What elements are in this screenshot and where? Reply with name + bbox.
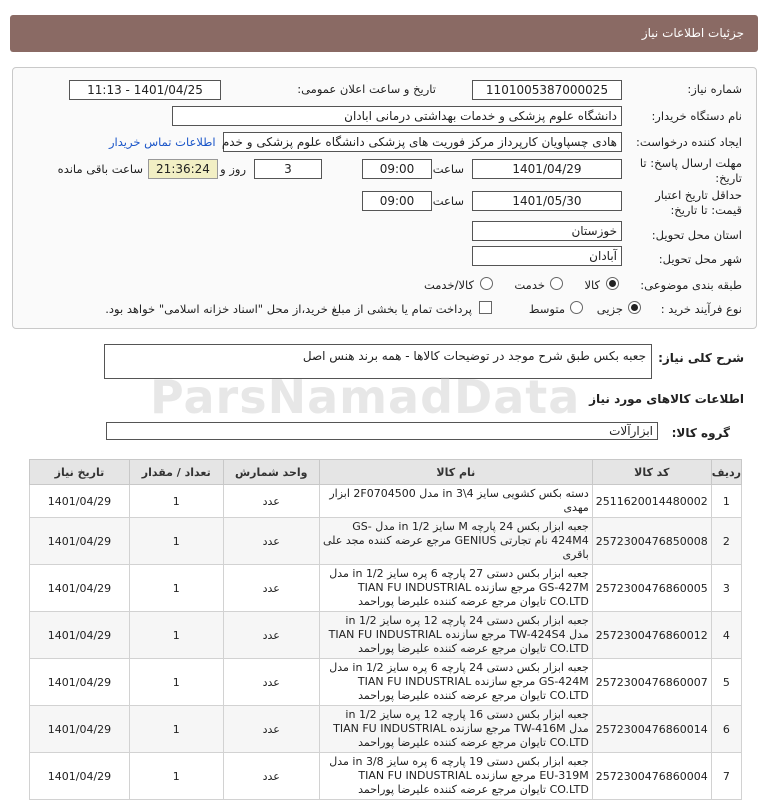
treasury-payment-checkbox[interactable] <box>479 301 492 314</box>
summary-field[interactable]: جعبه بکس طبق شرح موجد در توضیحات کالاها - همه برند هنس اصل <box>104 344 652 379</box>
creator-field[interactable]: هادی چسپاویان کارپرداز مرکز فوریت های پزشکی دانشگاه علوم پزشکی و خدم <box>223 132 622 152</box>
col-item-name: نام کالا <box>319 460 592 485</box>
goods-group-label: گروه کالا: <box>671 426 730 440</box>
category-radio-goods-service[interactable] <box>480 277 493 290</box>
process-option-partial: جزیی <box>596 302 623 316</box>
validity-label: حداقل تاریخ اعتبار <box>655 188 742 202</box>
table-row <box>30 565 742 612</box>
row-date: 1401/04/29 <box>30 612 130 659</box>
creator-label: ایجاد کننده درخواست: <box>636 135 742 149</box>
category-label: طبقه بندی موضوعی: <box>640 278 742 292</box>
row-index: 3 <box>711 565 741 612</box>
row-name: جعبه ابزار بکس دستی 16 پارچه 12 پره سایز 1/2 in مدل TW-416M مرجع سازنده TIAN FU INDUSTRIAL CO.LTD تایوان مرجع عرضه کننده علیرضا پوراحمد <box>319 706 592 753</box>
process-option-medium: متوسط <box>528 302 565 316</box>
days-field[interactable]: 3 <box>254 159 322 179</box>
buyer-contact-link[interactable]: اطلاعات تماس خریدار <box>109 135 216 149</box>
row-qty: 1 <box>129 612 223 659</box>
table-row <box>30 612 742 659</box>
row-unit: عدد <box>223 753 319 800</box>
category-option-goods: کالا <box>584 278 600 292</box>
row-name: جعبه ابزار بکس دستی 24 پارچه 12 پره سایز 1/2 in مدل TW-424S4 مرجع سازنده TIAN FU INDUSTRIAL CO.LTD تایوان مرجع عرضه کننده علیرضا پوراحمد <box>319 612 592 659</box>
col-row-number: ردیف <box>711 460 741 485</box>
process-radio-medium[interactable] <box>570 301 583 314</box>
row-code: 2572300476850008 <box>592 518 711 565</box>
row-date: 1401/04/29 <box>30 706 130 753</box>
goods-table <box>29 459 742 800</box>
row-unit: عدد <box>223 565 319 612</box>
need-number-label: شماره نیاز: <box>687 82 742 96</box>
validity-date-field[interactable]: 1401/05/30 <box>472 191 622 211</box>
treasury-payment-note: پرداخت تمام یا بخشی از مبلغ خرید،از محل "اسناد خزانه اسلامی" خواهد بود. <box>105 302 472 316</box>
announce-datetime-label: تاریخ و ساعت اعلان عمومی: <box>297 82 436 96</box>
row-index: 5 <box>711 659 741 706</box>
row-unit: عدد <box>223 706 319 753</box>
row-name: دسته بکس کشویی سایز 4\3 in مدل 2F0704500 ابزار مهدی <box>319 485 592 518</box>
row-qty: 1 <box>129 753 223 800</box>
row-qty: 1 <box>129 565 223 612</box>
deadline-label-2: تاریخ: <box>715 171 742 185</box>
province-label: استان محل تحویل: <box>651 228 742 242</box>
table-row <box>30 485 742 518</box>
row-code: 2572300476860014 <box>592 706 711 753</box>
row-unit: عدد <box>223 485 319 518</box>
province-field[interactable]: خوزستان <box>472 221 622 241</box>
row-name: جعبه ابزار بکس دستی 19 پارچه 6 پره سایز 3/8 in مدل EU-319M مرجع سازنده TIAN FU INDUSTRIAL CO.LTD تایوان مرجع عرضه کننده علیرضا پوراحمد <box>319 753 592 800</box>
row-index: 2 <box>711 518 741 565</box>
page-title: جزئیات اطلاعات نیاز <box>641 26 744 40</box>
row-unit: عدد <box>223 659 319 706</box>
col-item-code: کد کالا <box>592 460 711 485</box>
announce-datetime-field[interactable]: 1401/04/25 - 11:13 <box>69 80 221 100</box>
deadline-time-field[interactable]: 09:00 <box>362 159 432 179</box>
col-quantity: تعداد / مقدار <box>129 460 223 485</box>
col-unit: واحد شمارش <box>223 460 319 485</box>
row-date: 1401/04/29 <box>30 518 130 565</box>
process-radio-partial[interactable] <box>628 301 641 314</box>
row-index: 1 <box>711 485 741 518</box>
row-qty: 1 <box>129 659 223 706</box>
row-index: 7 <box>711 753 741 800</box>
row-unit: عدد <box>223 518 319 565</box>
col-need-date: تاریخ نیاز <box>30 460 130 485</box>
row-qty: 1 <box>129 706 223 753</box>
page-header <box>10 15 758 52</box>
row-name: جعبه ابزار بکس دستی 27 پارچه 6 پره سایز 1/2 in مدل GS-427M مرجع سازنده TIAN FU INDUSTRIAL CO.LTD تایوان مرجع عرضه کننده علیرضا پوراحمد <box>319 565 592 612</box>
category-radio-service[interactable] <box>550 277 563 290</box>
summary-label: شرح کلی نیاز: <box>658 351 744 365</box>
watermark: ParsNamadData <box>150 370 581 424</box>
row-qty: 1 <box>129 518 223 565</box>
row-index: 4 <box>711 612 741 659</box>
row-date: 1401/04/29 <box>30 659 130 706</box>
row-index: 6 <box>711 706 741 753</box>
buyer-field[interactable]: دانشگاه علوم پزشکی و خدمات بهداشتی درمانی ابادان <box>172 106 622 126</box>
days-label: روز و <box>220 162 246 176</box>
row-code: 2572300476860005 <box>592 565 711 612</box>
city-field[interactable]: آبادان <box>472 246 622 266</box>
row-date: 1401/04/29 <box>30 753 130 800</box>
row-date: 1401/04/29 <box>30 485 130 518</box>
table-row <box>30 518 742 565</box>
row-name: جعبه ابزار بکس 24 پارچه M سایز 1/2 in مدل GS-424M4 نام تجارتی GENIUS مرجع عرضه کننده مجد علی باقری <box>319 518 592 565</box>
row-code: 2572300476860004 <box>592 753 711 800</box>
category-option-service: خدمت <box>514 278 545 292</box>
validity-time-field[interactable]: 09:00 <box>362 191 432 211</box>
remaining-label: ساعت باقی مانده <box>57 162 143 176</box>
goods-group-field[interactable]: ابزارآلات <box>106 422 658 440</box>
validity-label-2: قیمت: تا تاریخ: <box>670 203 742 217</box>
deadline-hour-label: ساعت <box>432 162 464 176</box>
deadline-date-field[interactable]: 1401/04/29 <box>472 159 622 179</box>
deadline-label: مهلت ارسال پاسخ: تا <box>639 156 742 170</box>
row-unit: عدد <box>223 612 319 659</box>
table-row <box>30 659 742 706</box>
row-code: 2572300476860007 <box>592 659 711 706</box>
validity-hour-label: ساعت <box>432 194 464 208</box>
need-number-field[interactable]: 1101005387000025 <box>472 80 622 100</box>
remaining-time-field: 21:36:24 <box>148 159 218 179</box>
row-code: 2572300476860012 <box>592 612 711 659</box>
goods-section-title: اطلاعات کالاهای مورد نیاز <box>589 392 744 406</box>
table-row <box>30 706 742 753</box>
city-label: شهر محل تحویل: <box>658 252 742 266</box>
buyer-label: نام دستگاه خریدار: <box>651 109 742 123</box>
goods-table-header <box>30 460 742 485</box>
category-radio-goods[interactable] <box>606 277 619 290</box>
table-row <box>30 753 742 800</box>
row-name: جعبه ابزار بکس دستی 24 پارچه 6 پره سایز 1/2 in مدل GS-424M مرجع سازنده TIAN FU INDUSTRIAL CO.LTD تایوان مرجع عرضه کننده علیرضا پوراحمد <box>319 659 592 706</box>
category-option-goods-service: کالا/خدمت <box>423 278 474 292</box>
row-date: 1401/04/29 <box>30 565 130 612</box>
process-label: نوع فرآیند خرید : <box>660 302 742 316</box>
row-code: 2511620014480002 <box>592 485 711 518</box>
row-qty: 1 <box>129 485 223 518</box>
